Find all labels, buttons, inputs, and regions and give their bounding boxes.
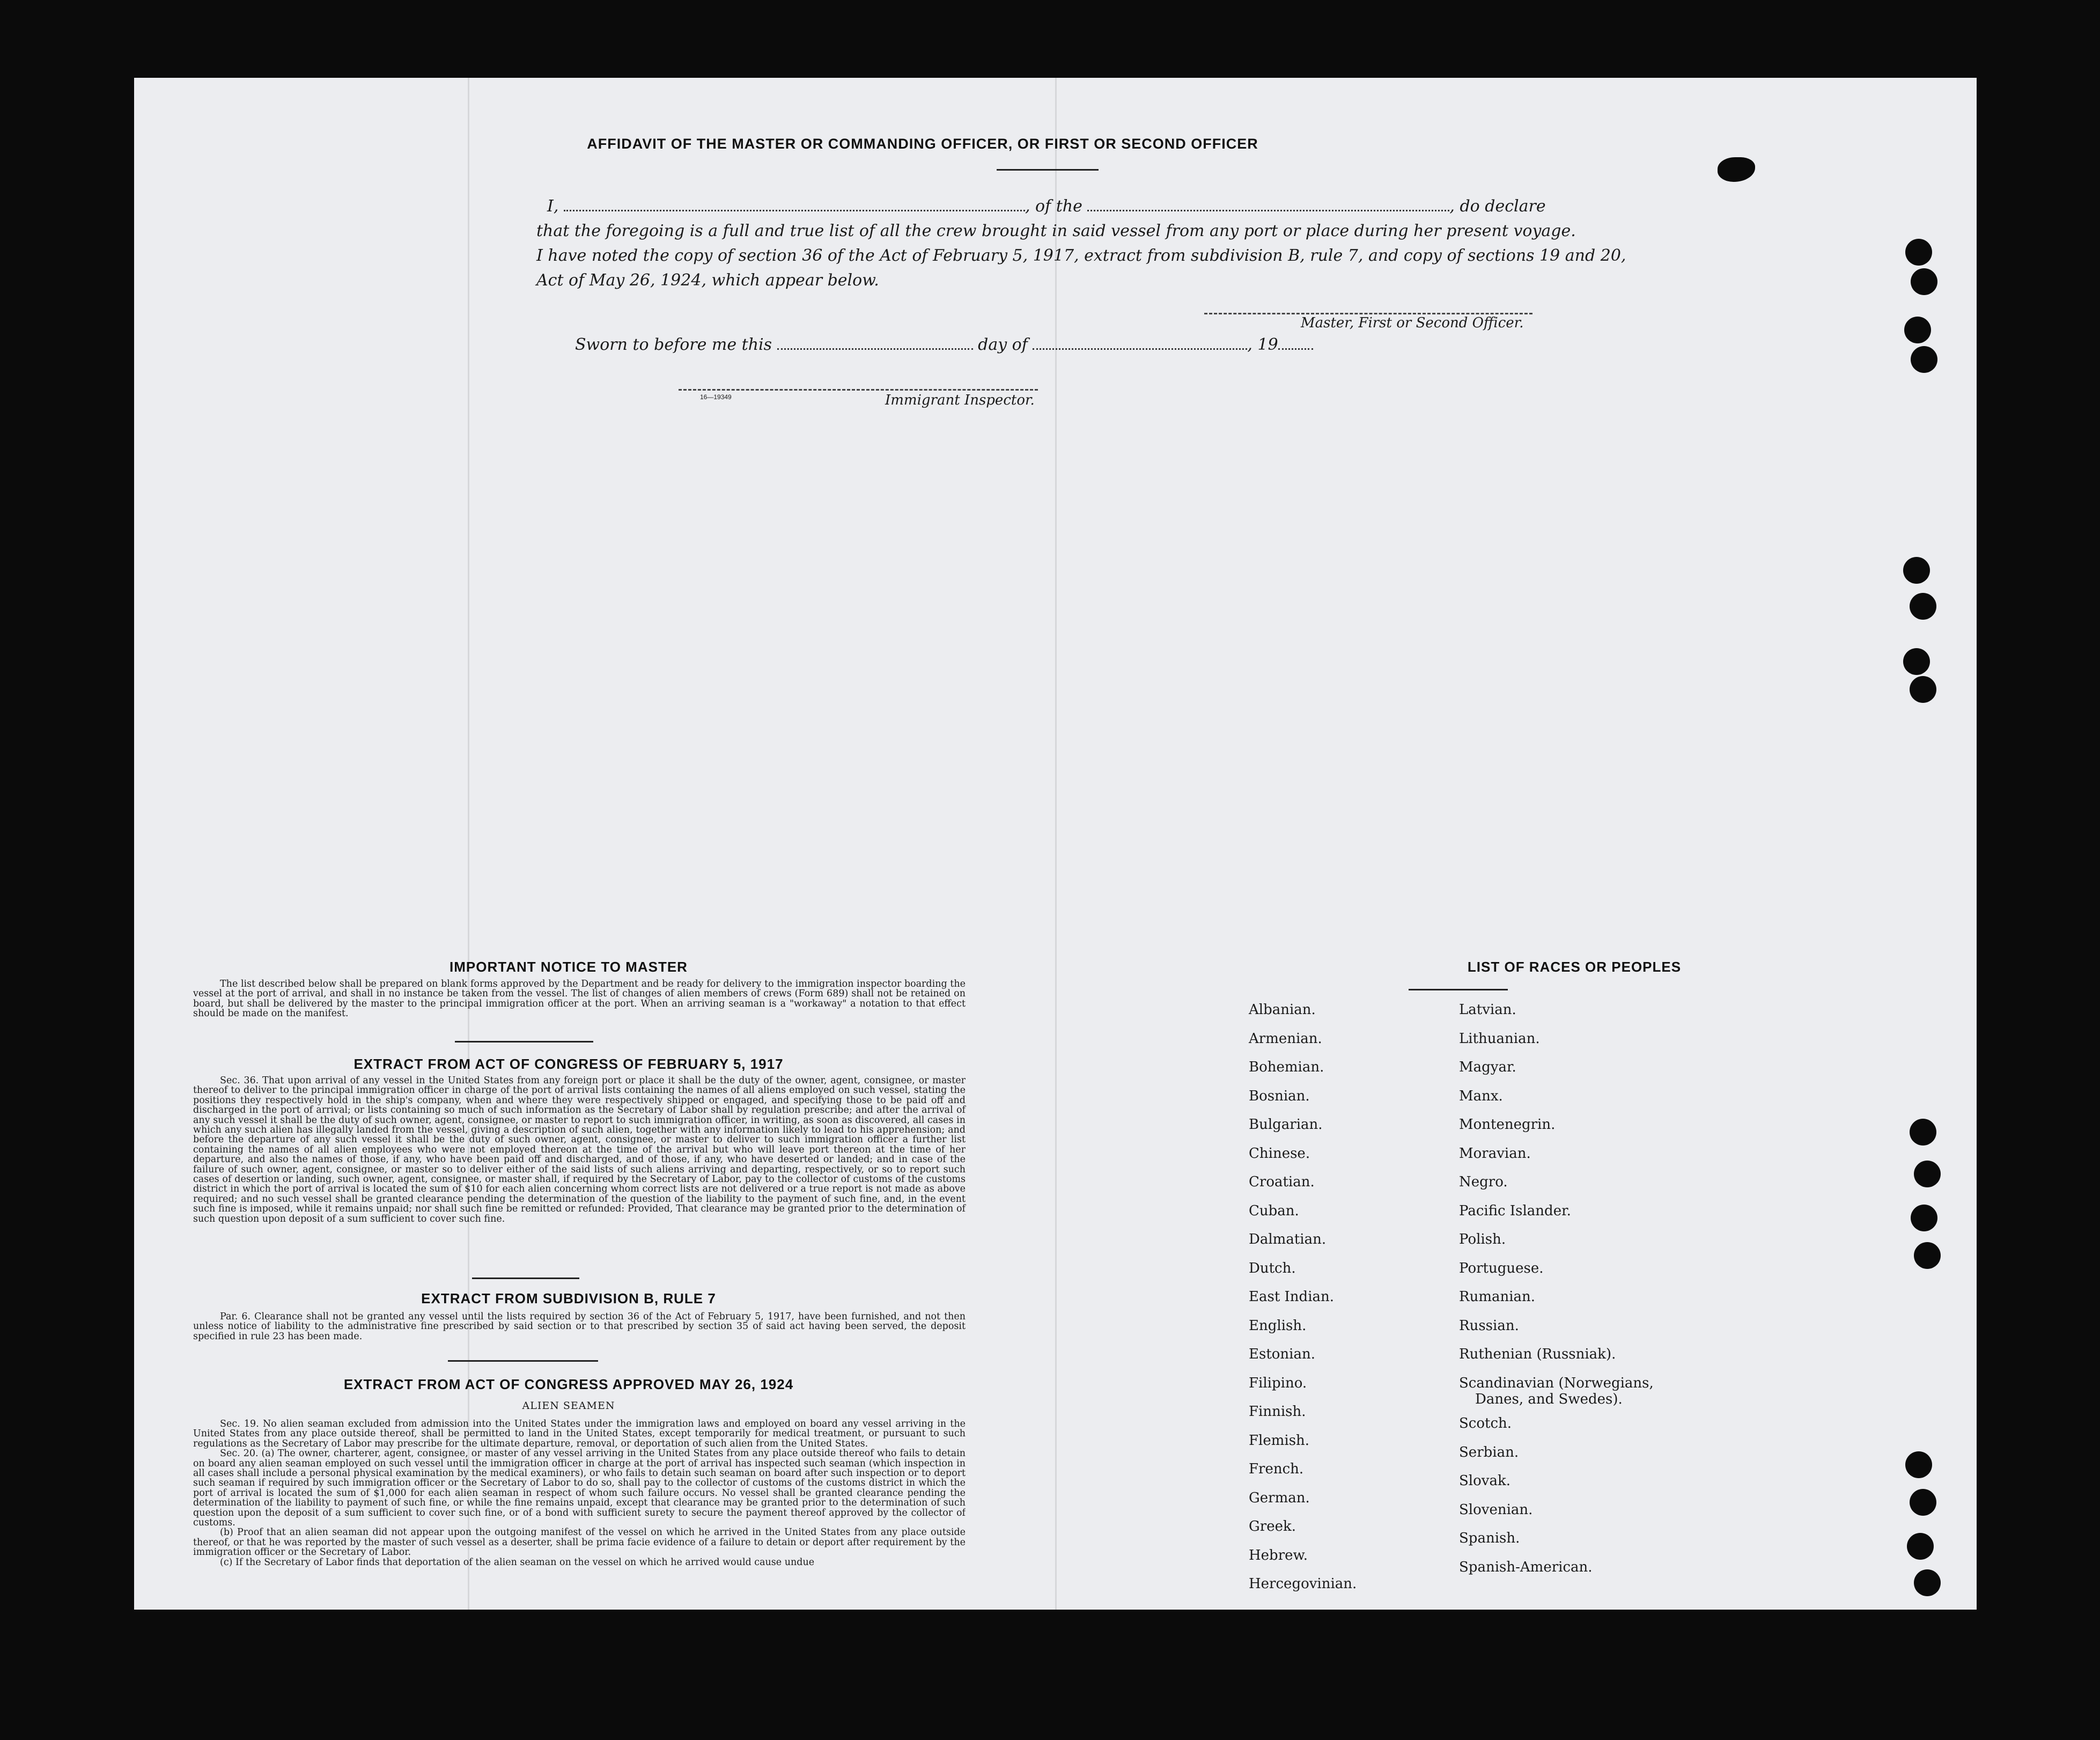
race-item: Moravian. [1459, 1145, 1531, 1162]
race-item: Russian. [1459, 1317, 1519, 1334]
race-item: Croatian. [1249, 1174, 1315, 1190]
race-item: Bosnian. [1249, 1088, 1310, 1104]
extract-1917-title: EXTRACT FROM ACT OF CONGRESS OF FEBRUARY 5, 1917 [353, 1056, 784, 1072]
binder-hole [1905, 239, 1932, 266]
race-item: Albanian. [1249, 1002, 1316, 1018]
inspector-label: Immigrant Inspector. [885, 392, 1035, 408]
binder-hole [1914, 1242, 1941, 1269]
binder-hole [1910, 676, 1936, 703]
race-item: Rumanian. [1459, 1289, 1536, 1305]
race-item: Finnish. [1249, 1404, 1306, 1420]
race-item: German. [1249, 1489, 1310, 1506]
sworn-year: , 19 [1247, 335, 1278, 354]
race-item: Ruthenian (Russniak). [1459, 1346, 1616, 1362]
race-item: Pacific Islander. [1459, 1202, 1571, 1219]
name-blank [564, 210, 1025, 211]
race-item: Danes, and Swedes). [1475, 1391, 1623, 1407]
binder-hole [1911, 1205, 1937, 1231]
race-item: Scotch. [1459, 1415, 1512, 1431]
extract-1924-subtitle: ALIEN SEAMEN [522, 1400, 615, 1412]
binder-hole [1903, 557, 1930, 584]
binder-hole [1904, 317, 1931, 343]
race-item: Dutch. [1249, 1260, 1296, 1276]
affidavit-declare: , do declare [1449, 197, 1546, 216]
affidavit-line3: I have noted the copy of section 36 of the Act of February 5, 1917, extract from subdivision B, rule 7, and copy of sections 19 and 20, [536, 246, 1626, 265]
affidavit-title: AFFIDAVIT OF THE MASTER OR COMMANDING OFFICER, OR FIRST OR SECOND OFFICER [587, 136, 1258, 152]
binder-hole [1903, 648, 1930, 675]
extract-rule7-title: EXTRACT FROM SUBDIVISION B, RULE 7 [421, 1290, 716, 1306]
affidavit-of-the: , of the [1025, 197, 1082, 216]
master-signature-line [1204, 313, 1532, 314]
race-item: Slovak. [1459, 1473, 1510, 1489]
sec-20b: (b) Proof that an alien seaman did not appear upon the outgoing manifest of the vessel on which he arrived in the United States from any place outside thereof, or that he was reported by the master of such vessel as a deserter, shall be prima facie evidence of a failure to detain or deport after requirement by the immigration officer or the Secretary of Labor. [193, 1527, 966, 1558]
race-item: Magyar. [1459, 1059, 1516, 1075]
race-item: Negro. [1459, 1174, 1508, 1190]
race-item: Serbian. [1459, 1444, 1519, 1460]
notice-title: IMPORTANT NOTICE TO MASTER [450, 959, 688, 975]
race-item: Dalmatian. [1249, 1231, 1327, 1247]
race-item: Flemish. [1249, 1432, 1310, 1449]
sec-19: Sec. 19. No alien seaman excluded from admission into the United States under the immigration laws and employed on board any vessel arriving in the United States from any place outside thereof, shall be permitted to land in the United States, except temporarily for medical treatment, or pursuant to such regulations as the Secretary of Labor may prescribe for the ultimate departure, removal, or deportation of such alien from the United States. [193, 1419, 966, 1449]
sworn-year-blank [1278, 348, 1313, 350]
sworn-line [575, 335, 1487, 354]
race-item: Scandinavian (Norwegians, [1459, 1375, 1654, 1391]
document-page [134, 78, 1977, 1610]
fold-line [1055, 78, 1057, 1610]
race-item: Bulgarian. [1249, 1117, 1323, 1133]
binder-hole [1911, 346, 1937, 373]
race-item: Hebrew. [1249, 1547, 1308, 1563]
affidavit-line2: that the foregoing is a full and true list of all the crew brought in said vessel from any port or place during her present voyage. [536, 222, 1576, 240]
binder-hole [1914, 1569, 1941, 1596]
sworn-day-blank [777, 348, 973, 350]
race-item: Greek. [1249, 1518, 1296, 1535]
binder-hole [1911, 268, 1937, 295]
race-item: Cuban. [1249, 1202, 1299, 1219]
extract-1924-title: EXTRACT FROM ACT OF CONGRESS APPROVED MAY 26, 1924 [343, 1376, 794, 1392]
sec-20a: Sec. 20. (a) The owner, charterer, agent, consignee, or master of any vessel arriving in the United States from any place outside thereof who fails to detain on board any alien seaman employed on such vessel until the immigration officer in charge at the port of arrival has inspected such seaman (which inspection in all cases shall include a personal physical examination by the medical examiners), or who fails to detain such seaman on board after such inspection or to deport such seaman if required by such immigration officer or the Secretary of Labor to do so, shall pay to the collector of customs of the customs district in which the port of arrival is located the sum of $1,000 for each alien seaman in respect of whom such failure occurs. No vessel shall be granted clearance pending the determination of the liability to payment of such fine, or while the fine remains unpaid, except that clearance may be granted prior to the determination of such question upon the deposit of a sum sufficient to cover such fine, or of a bond with sufficient surety to secure the payment thereof approved by the collector of customs. [193, 1448, 966, 1529]
race-item: Chinese. [1249, 1145, 1310, 1162]
race-item: Montenegrin. [1459, 1117, 1556, 1133]
divider [1409, 989, 1508, 990]
extract-1917-body: Sec. 36. That upon arrival of any vessel in the United States from any foreign port or place it shall be the duty of the owner, agent, consignee, or master thereof to deliver to the principal immigration officer in charge of the port of arrival lists containing the names of all aliens employed on such vessel, stating the positions they respectively hold in the ship's company, when and where they were respectively shipped or engaged, and specifying those to be paid off and discharged in the port of arrival; or lists containing so much of such information as the Secretary of Labor shall by regulation prescribe; and after the arrival of any such vessel it shall be the duty of such owner, agent, consignee, or master to report to such immigration officer, in writing, as soon as discovered, all cases in which any such alien has illegally landed from the vessel, giving a description of such alien, together with any information likely to lead to his apprehension; and before the departure of any such vessel it shall be the duty of such owner, agent, consignee, or master to deliver to such immigration officer a further list containing the names of all alien employees who were not employed thereon at the time of the arrival but who will leave port thereon at the time of her departure, and also the names of those, if any, who have been paid off and discharged, and of those, if any, who have deserted or landed; and in case of the failure of such owner, agent, consignee, or master so to deliver either of the said lists of such aliens arriving and departing, respectively, or so to report such cases of desertion or landing, such owner, agent, consignee, or master shall, if required by the Secretary of Labor, pay to the collector of customs of the customs district in which the port of arrival is located the sum of $10 for each alien concerning whom correct lists are not delivered or a true report is not made as above required; and no such vessel shall be granted clearance pending the determination of the question of the liability to the payment of such fine, and, in the event such fine is imposed, while it remains unpaid; nor shall such fine be remitted or refunded: Provided, That clearance may be granted prior to the determination of such question upon deposit of a sum sufficient to cover such fine. [193, 1075, 966, 1224]
notice-body: The list described below shall be prepared on blank forms approved by the Department and be ready for delivery to the immigration inspector boarding the vessel at the port of arrival, and shall in no instance be taken from the vessel. The list of changes of alien members of crews (Form 689) shall not be retained on board, but shall be delivered by the master to the principal immigration officer at the port. When an arriving seaman is a "workaway" a notation to that effect should be made on the manifest. [193, 979, 966, 1019]
sec-20c: (c) If the Secretary of Labor finds that deportation of the alien seaman on the vessel on which he arrived would cause undue [220, 1557, 815, 1568]
race-item: Hercegovinian. [1249, 1576, 1357, 1592]
race-item: Armenian. [1249, 1030, 1322, 1047]
inspector-signature-line [679, 389, 1038, 391]
form-number: 16—19349 [700, 393, 732, 401]
divider [448, 1360, 598, 1362]
extract-1924-body [193, 1419, 966, 1607]
race-item: French. [1249, 1461, 1304, 1477]
race-item: Spanish. [1459, 1530, 1520, 1546]
master-signature-label: Master, First or Second Officer. [1301, 315, 1524, 331]
race-item: Polish. [1459, 1231, 1506, 1247]
affidavit-line1 [536, 197, 1690, 216]
sworn-month-blank [1033, 348, 1247, 350]
binder-hole [1910, 1119, 1936, 1146]
sworn-day-of: day of [978, 335, 1028, 354]
ink-blot [1718, 157, 1755, 182]
race-item: English. [1249, 1317, 1307, 1334]
divider [472, 1278, 579, 1279]
affidavit-i: I, [547, 197, 559, 216]
binder-hole [1907, 1533, 1934, 1560]
race-item: Filipino. [1249, 1375, 1307, 1391]
race-item: Spanish-American. [1459, 1559, 1593, 1575]
binder-hole [1910, 593, 1936, 620]
race-item: Manx. [1459, 1088, 1503, 1104]
race-item: Estonian. [1249, 1346, 1315, 1362]
binder-hole [1905, 1451, 1932, 1478]
race-item: Slovenian. [1459, 1501, 1533, 1518]
binder-hole [1914, 1161, 1941, 1187]
extract-rule7-body: Par. 6. Clearance shall not be granted any vessel until the lists required by section 36 of the Act of February 5, 1917, have been furnished, and not then unless notice of liability to the administrative fine prescribed by said section or to that prescribed by section 35 of said act having been served, the deposit specified in rule 23 has been made. [193, 1311, 966, 1342]
sworn-text: Sworn to before me this [575, 335, 772, 354]
divider [997, 169, 1099, 171]
vessel-blank [1087, 210, 1449, 211]
race-item: Latvian. [1459, 1002, 1516, 1018]
divider [455, 1041, 593, 1042]
race-item: East Indian. [1249, 1289, 1335, 1305]
race-item: Portuguese. [1459, 1260, 1544, 1276]
races-title: LIST OF RACES OR PEOPLES [1467, 959, 1682, 975]
binder-hole [1910, 1489, 1936, 1516]
race-item: Lithuanian. [1459, 1030, 1540, 1047]
affidavit-line4: Act of May 26, 1924, which appear below. [536, 271, 879, 290]
race-item: Bohemian. [1249, 1059, 1324, 1075]
